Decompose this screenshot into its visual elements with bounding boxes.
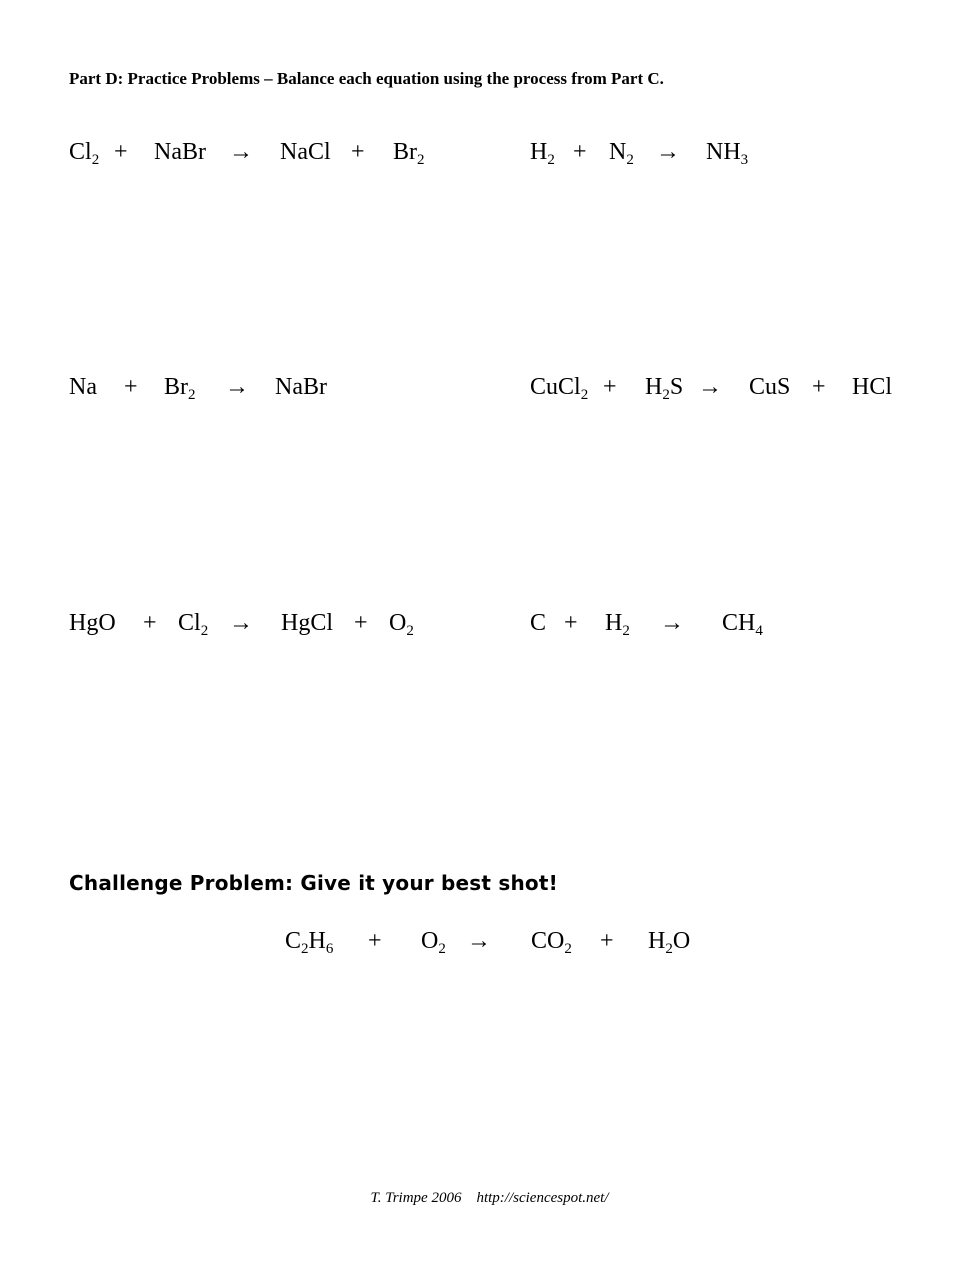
product-1: HgCl <box>281 610 334 636</box>
plus-sign: + <box>573 139 587 165</box>
plus-sign: + <box>368 928 382 954</box>
reactant-2: $Cl_2$ <box>178 610 209 639</box>
reactant-1: Na <box>69 374 97 400</box>
challenge-heading: Challenge Problem: Give it your best shot! <box>69 871 558 895</box>
reactant-1: $C_2H_6$ <box>285 928 334 957</box>
plus-sign: + <box>143 610 157 636</box>
product-1: CuS <box>749 374 791 400</box>
yield-arrow: → <box>467 928 491 954</box>
product-2: $Br_2$ <box>393 139 425 168</box>
product-1: $CO_2$ <box>531 928 572 957</box>
reactant-1: $H_2$ <box>530 139 555 168</box>
reactant-1: HgO <box>69 610 116 636</box>
yield-arrow: → <box>656 139 680 165</box>
product-2: HCl <box>852 374 893 400</box>
plus-sign: + <box>124 374 138 400</box>
plus-sign: + <box>812 374 826 400</box>
product-1: NaCl <box>280 139 331 165</box>
reactant-2: NaBr <box>154 139 206 165</box>
reactant-1: CuCl$_2$ <box>530 374 589 403</box>
product-1: $CH_4$ <box>722 610 763 639</box>
product-1: NaBr <box>275 374 327 400</box>
plus-sign: + <box>600 928 614 954</box>
plus-sign: + <box>603 374 617 400</box>
plus-sign: + <box>351 139 365 165</box>
plus-sign: + <box>114 139 128 165</box>
reactant-2: $O_2$ <box>421 928 446 957</box>
part-d-heading: Part D: Practice Problems – Balance each equation using the process from Part C. <box>69 69 664 88</box>
reactant-1: $Cl_2$ <box>69 139 100 168</box>
plus-sign: + <box>564 610 578 636</box>
yield-arrow: → <box>229 610 253 636</box>
product-1: $NH_3$ <box>706 139 749 168</box>
product-2: $H_2O$ <box>648 928 691 957</box>
yield-arrow: → <box>229 139 253 165</box>
yield-arrow: → <box>660 610 684 636</box>
yield-arrow: → <box>698 374 722 400</box>
product-2: $O_2$ <box>389 610 414 639</box>
reactant-2: $H_2S$ <box>645 374 684 403</box>
reactant-2: $Br_2$ <box>164 374 196 403</box>
reactant-2: $N_2$ <box>609 139 634 168</box>
reactant-1: C <box>530 610 547 636</box>
footer-credit: T. Trimpe 2006 http://sciencespot.net/ <box>370 1190 609 1206</box>
yield-arrow: → <box>225 374 249 400</box>
reactant-2: $H_2$ <box>605 610 630 639</box>
plus-sign: + <box>354 610 368 636</box>
